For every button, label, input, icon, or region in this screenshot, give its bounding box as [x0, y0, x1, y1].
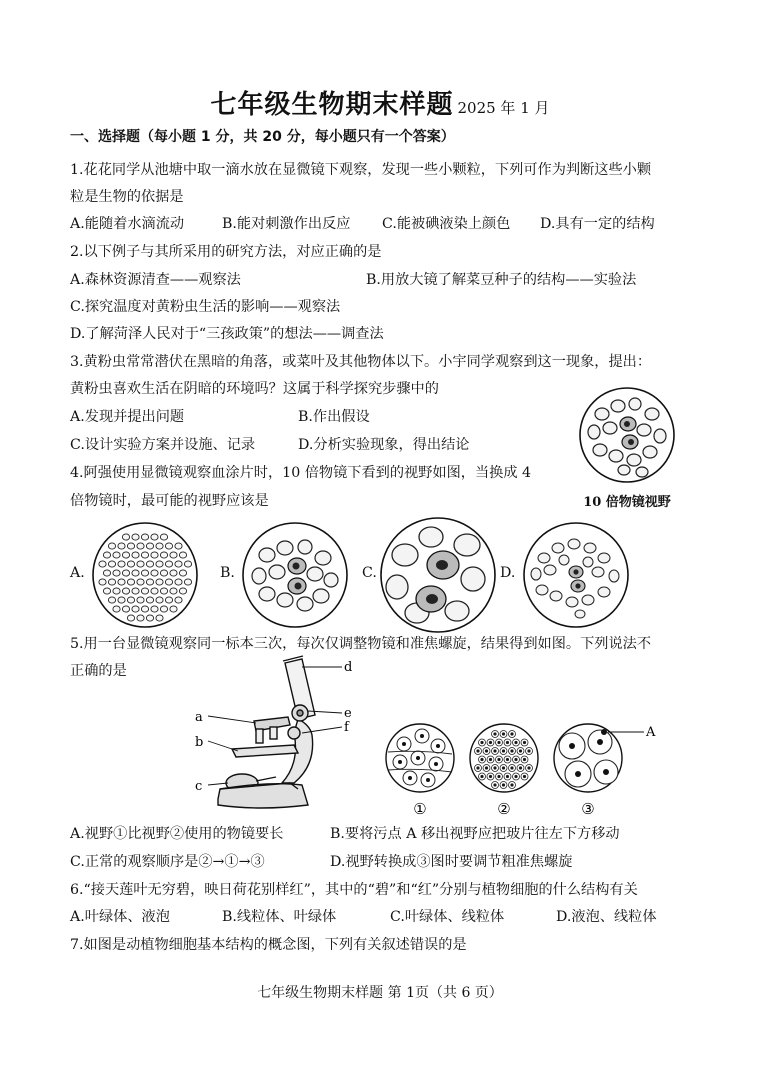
view2-nucleus: [506, 775, 508, 777]
dense-cell: [156, 561, 163, 567]
view2-nucleus: [485, 767, 487, 769]
q1-option-c: C.能被碘液染上颜色: [382, 216, 511, 232]
q3-stem-line2: 黄粉虫喜欢生活在阴暗的环境吗？这属于科学探究步骤中的: [70, 381, 439, 397]
q4-stem-line1: 4.阿强使用显微镜观察血涂片时，10 倍物镜下看到的视野如图，当换成 4: [70, 465, 532, 481]
dense-cell: [151, 552, 158, 558]
dense-cell: [160, 552, 167, 558]
dense-cell: [108, 597, 115, 603]
view2-nucleus: [489, 758, 491, 760]
view2-nucleus: [515, 775, 517, 777]
dense-cell: [184, 579, 191, 585]
dense-cell: [165, 597, 172, 603]
q4-option-c-figure: [375, 515, 501, 635]
microscope-label-f: f: [344, 720, 349, 735]
dense-cell: [113, 606, 120, 612]
dense-cell: [113, 552, 120, 558]
q3-option-d: D.分析实验现象，得出结论: [298, 437, 470, 453]
view2-nucleus: [511, 767, 513, 769]
view2-nucleus: [523, 775, 525, 777]
q4-option-b-figure: [235, 520, 355, 630]
q3-option-c: C.设计实验方案并设施、记录: [70, 437, 256, 453]
q2-option-c: C.探究温度对黄粉虫生活的影响——观察法: [70, 299, 341, 315]
dense-cell: [99, 579, 106, 585]
dense-cell: [127, 579, 134, 585]
dense-cell: [160, 588, 167, 594]
q5-microscope-figure: [190, 655, 360, 820]
dense-cell: [122, 570, 129, 576]
dense-cell: [170, 570, 177, 576]
dense-cell: [137, 561, 144, 567]
dense-cell: [141, 534, 148, 540]
dense-cell: [103, 570, 110, 576]
q1-stem-line2: 粒是生物的依据是: [70, 189, 184, 205]
dense-cell: [132, 606, 139, 612]
dense-cell: [175, 561, 182, 567]
q4-option-c-label: C.: [362, 565, 377, 581]
dense-cell: [160, 570, 167, 576]
view-label-2: ②: [497, 800, 511, 818]
view2-nucleus: [519, 767, 521, 769]
view2-nucleus: [498, 775, 500, 777]
dense-cell: [146, 561, 153, 567]
dense-cell: [137, 615, 144, 621]
dense-cell: [179, 588, 186, 594]
dense-cell: [141, 552, 148, 558]
dense-cell: [160, 606, 167, 612]
dense-cell: [132, 552, 139, 558]
q2-option-d: D.了解菏泽人民对于“三孩政策”的想法——调查法: [70, 326, 384, 342]
view2-nucleus: [494, 784, 496, 786]
dense-cell: [175, 597, 182, 603]
q5-option-b: B.要将污点 A 移出视野应把玻片往左下方移动: [330, 826, 620, 842]
q6-option-d: D.液泡、线粒体: [556, 909, 657, 925]
q7-stem: 7.如图是动植物细胞基本结构的概念图，下列有关叙述错误的是: [70, 937, 467, 953]
q2-option-b: B.用放大镜了解菜豆种子的结构——实验法: [366, 272, 637, 288]
dense-cell: [146, 579, 153, 585]
view2-nucleus: [519, 750, 521, 752]
view2-nucleus: [481, 775, 483, 777]
dense-cell: [122, 606, 129, 612]
dense-cell: [118, 561, 125, 567]
dense-cell: [146, 615, 153, 621]
view2-nucleus: [494, 767, 496, 769]
view2-nucleus: [515, 758, 517, 760]
q4-option-d-label: D.: [500, 565, 516, 581]
dense-cell: [118, 579, 125, 585]
q4-option-b-label: B.: [220, 565, 235, 581]
q6-option-a: A.叶绿体、液泡: [70, 909, 170, 925]
dense-cell: [118, 543, 125, 549]
dense-cell: [108, 561, 115, 567]
dense-cell: [156, 579, 163, 585]
q1-option-a: A.能随着水滴流动: [70, 216, 185, 232]
dense-cell: [165, 579, 172, 585]
dense-cell: [156, 597, 163, 603]
dense-cell: [132, 588, 139, 594]
dense-cell: [141, 570, 148, 576]
dense-cell: [122, 534, 129, 540]
view-label-3: ③: [581, 800, 595, 818]
view2-nucleus: [506, 741, 508, 743]
dense-cell: [151, 570, 158, 576]
q3-option-b: B.作出假设: [298, 409, 370, 425]
q4-option-a-label: A.: [70, 565, 85, 581]
dense-cell: [160, 534, 167, 540]
microscope-label-d: d: [344, 660, 353, 675]
dense-cell: [137, 543, 144, 549]
q4-reference-figure: [572, 384, 682, 514]
q2-stem: 2.以下例子与其所采用的研究方法，对应正确的是: [70, 244, 382, 260]
view2-nucleus: [523, 741, 525, 743]
section-heading: 一、选择题（每小题 1 分，共 20 分，每小题只有一个答案）: [70, 129, 455, 145]
dense-cell: [122, 552, 129, 558]
q5-option-d: D.视野转换成③图时要调节粗准焦螺旋: [330, 854, 573, 870]
view2-nucleus: [481, 758, 483, 760]
q5-option-c: C.正常的观察顺序是②→①→③: [70, 854, 265, 870]
q1-option-b: B.能对刺激作出反应: [222, 216, 351, 232]
view2-nucleus: [502, 733, 504, 735]
dense-cell: [122, 588, 129, 594]
view2-nucleus: [523, 758, 525, 760]
dense-cell: [108, 579, 115, 585]
q3-stem-line1: 3.黄粉虫常常潜伏在黑暗的角落，或菜叶及其他物体以下。小宇同学观察到这一现象，提出：: [70, 354, 652, 370]
q1-stem-line1: 1.花花同学从池塘中取一滴水放在显微镜下观察，发现一些小颗粒，下列可作为判断这些小颗: [70, 162, 652, 178]
dense-cell: [170, 606, 177, 612]
dense-cell: [141, 588, 148, 594]
view2-nucleus: [498, 741, 500, 743]
dense-cell: [99, 561, 106, 567]
dense-cell: [175, 543, 182, 549]
dense-cell: [151, 588, 158, 594]
q6-option-b: B.线粒体、叶绿体: [222, 909, 337, 925]
q5-stem-line1: 5.用一台显微镜观察同一标本三次，每次仅调整物镜和准焦螺旋，结果得到如图。下列说法不: [70, 636, 652, 652]
dense-cell: [179, 552, 186, 558]
q3-option-a: A.发现并提出问题: [70, 409, 185, 425]
exam-date: 2025 年 1 月: [457, 99, 550, 117]
dense-cell: [127, 561, 134, 567]
view2-nucleus: [502, 750, 504, 752]
view2-nucleus: [528, 750, 530, 752]
dense-cell: [127, 615, 134, 621]
dense-cell: [184, 561, 191, 567]
dense-cell: [151, 606, 158, 612]
view2-nucleus: [502, 767, 504, 769]
q5-stem-line2: 正确的是: [70, 663, 127, 679]
microscope-label-e: e: [344, 706, 352, 721]
dense-cell: [179, 570, 186, 576]
view2-nucleus: [494, 733, 496, 735]
dense-cell: [113, 588, 120, 594]
dense-cell: [137, 597, 144, 603]
view2-nucleus: [511, 750, 513, 752]
dense-cell: [146, 543, 153, 549]
dense-cell: [156, 615, 163, 621]
view2-nucleus: [528, 767, 530, 769]
q5-option-a: A.视野①比视野②使用的物镜要长: [70, 826, 284, 842]
view2-nucleus: [506, 758, 508, 760]
view2-nucleus: [489, 775, 491, 777]
q4-reference-caption: 10 倍物镜视野: [583, 495, 671, 510]
exam-title: 七年级生物期末样题: [210, 90, 454, 120]
q4-option-d-figure: [516, 520, 636, 630]
view2-nucleus: [481, 741, 483, 743]
dense-cell: [127, 543, 134, 549]
view-label-1: ①: [413, 800, 427, 818]
q4-stem-line2: 倍物镜时，最可能的视野应该是: [70, 493, 269, 509]
dense-cell: [165, 543, 172, 549]
view2-nucleus: [477, 767, 479, 769]
dense-cell: [151, 534, 158, 540]
view2-nucleus: [489, 741, 491, 743]
dense-cell: [103, 588, 110, 594]
dense-cell: [137, 579, 144, 585]
dense-cell: [113, 570, 120, 576]
dense-cell: [170, 588, 177, 594]
view2-nucleus: [498, 758, 500, 760]
dense-cell: [170, 552, 177, 558]
q2-option-a: A.森林资源清查——观察法: [70, 272, 241, 288]
dense-cell: [127, 597, 134, 603]
dense-cell: [146, 597, 153, 603]
dense-cell: [175, 579, 182, 585]
view2-nucleus: [511, 733, 513, 735]
view2-nucleus: [494, 750, 496, 752]
q6-stem: 6.“接天莲叶无穷碧，映日荷花别样红”，其中的“碧”和“红”分别与植物细胞的什么结构有关: [70, 882, 638, 898]
dense-cell: [108, 543, 115, 549]
microscope-label-b: b: [195, 735, 204, 750]
view2-nucleus: [511, 784, 513, 786]
q5-views-figure: [382, 716, 682, 826]
q4-option-a-figure: [85, 520, 205, 630]
view2-nucleus: [515, 741, 517, 743]
dense-cell: [103, 552, 110, 558]
microscope-label-c: c: [195, 779, 203, 794]
dense-cell: [132, 570, 139, 576]
dense-cell: [141, 606, 148, 612]
dense-cell: [132, 534, 139, 540]
q6-option-c: C.叶绿体、线粒体: [390, 909, 505, 925]
view2-nucleus: [502, 784, 504, 786]
view2-nucleus: [477, 750, 479, 752]
microscope-label-a: a: [195, 710, 203, 725]
dense-cell: [156, 543, 163, 549]
dense-cell: [165, 561, 172, 567]
view2-nucleus: [485, 750, 487, 752]
page-footer: 七年级生物期末样题 第 1页（共 6 页）: [257, 985, 503, 1001]
q5-point-label-a: A: [646, 725, 656, 740]
page-title: [0, 84, 760, 121]
dense-cell: [118, 597, 125, 603]
q1-option-d: D.具有一定的结构: [540, 216, 655, 232]
